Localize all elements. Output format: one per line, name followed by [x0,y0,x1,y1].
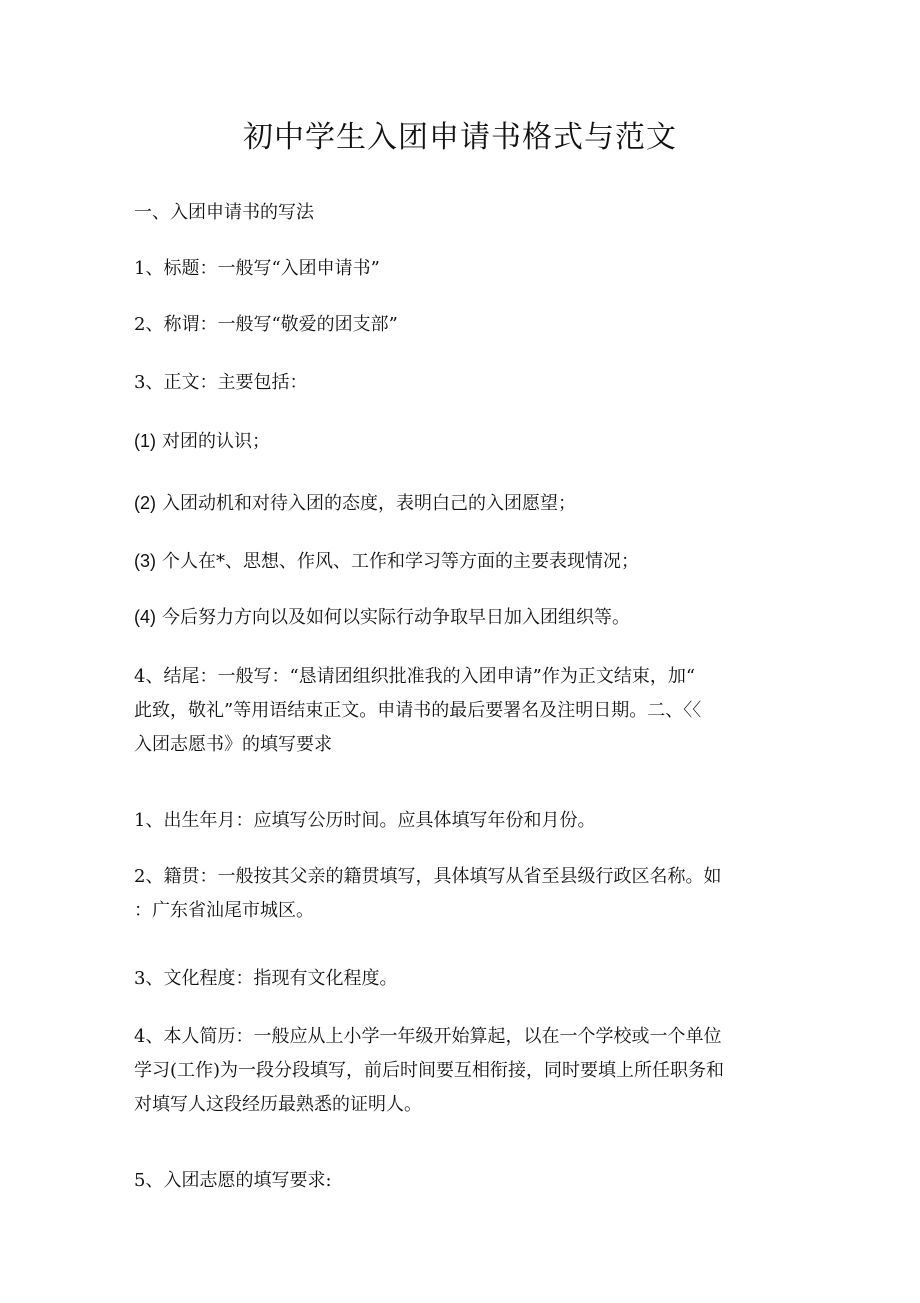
text-line: 4、结尾：一般写：“恳请团组织批准我的入团申请”作为正文结束，加“ [134,666,696,687]
text-line: 入团动机和对待入团的态度，表明白己的入团愿望； [162,493,576,514]
text-line: 入团志愿书》的填写要求 [134,734,332,755]
item-resume [134,1020,780,1122]
text-line: 此致，敬礼”等用语结束正文。申请书的最后要署名及注明日期。二、〈〈 [134,700,702,721]
subitem-number: (2) [134,493,156,513]
text-line: 3、正文：主要包括： [134,372,308,393]
item-education [134,962,780,996]
item-body [134,366,780,400]
text-line: 2、籍贯：一般按其父亲的籍贯填写，具体填写从省至县级行政区名称。如 [134,866,722,887]
text-line: 一、入团申请书的写法 [134,202,314,223]
text-line: 4、本人简历：一般应从上小学一年级开始算起，以在一个学校或一个单位 [134,1026,722,1047]
subitem-number: (3) [134,551,156,571]
item-aspiration [134,1164,780,1198]
text-line: ：广东省汕尾市城区。 [134,900,314,921]
item-title [134,252,780,286]
text-line: 个人在*、思想、作风、工作和学习等方面的主要表现情况； [162,551,639,572]
text-line: 3、文化程度：指现有文化程度。 [134,968,398,989]
subitem-1 [134,424,780,459]
item-ending [134,660,780,762]
heading-part-1 [134,196,780,230]
text-line: 1、标题：一般写“入团申请书” [134,258,380,279]
subitem-4 [134,600,780,635]
text-line: 2、称谓：一般写“敬爱的团支部” [134,314,398,335]
text-line: 5、入团志愿的填写要求: [134,1170,332,1191]
text-line: 对填写人这段经历最熟悉的证明人。 [134,1094,422,1115]
subitem-number: (1) [134,431,156,451]
item-salutation [134,308,780,342]
text-line: 学习(工作)为一段分段填写，前后时间要互相衔接，同时要填上所任职务和 [134,1060,725,1081]
document-title: 初中学生入团申请书格式与范文 [243,120,677,155]
text-line: 今后努力方向以及如何以实际行动争取早日加入团组织等。 [162,607,630,628]
subitem-3 [134,544,780,579]
item-native-place [134,860,780,928]
subitem-number: (4) [134,607,156,627]
item-birth [134,804,780,838]
subitem-2 [134,486,780,521]
text-line: 对团的认识； [162,431,270,452]
text-line: 1、出生年月：应填写公历时间。应具体填写年份和月份。 [134,810,596,831]
